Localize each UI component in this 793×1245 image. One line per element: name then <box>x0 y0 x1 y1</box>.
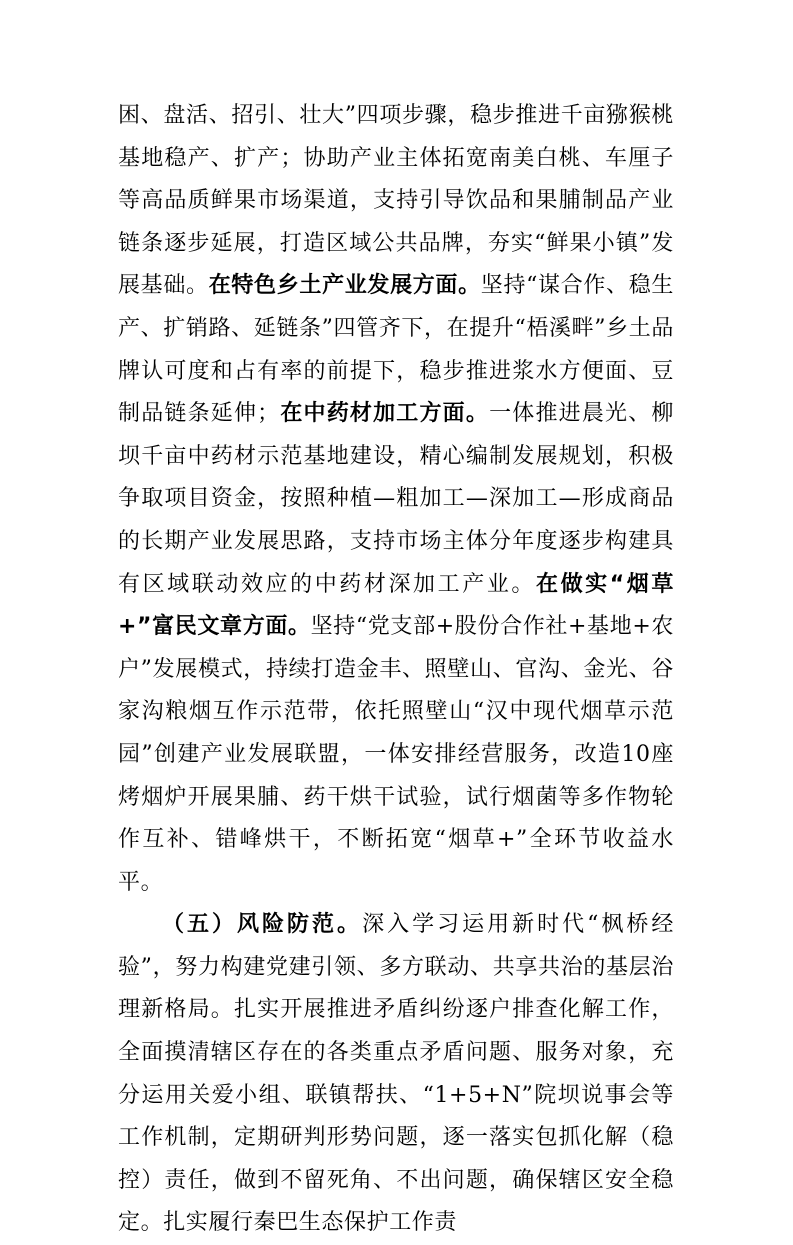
text-run: 一体推进晨光、柳坝千亩中药材示范基地建设，精心编制发展规划，积极争取项目资金，按照种植—粗加工—深加工—形成商品的长期产业发展思路，支持市场主体分年度逐步构建具有区域联动效应的中药材深加工产业。 <box>118 401 674 597</box>
paragraph-industry-development <box>118 95 674 904</box>
bold-subheading-local-industry: 在特色乡土产业发展方面。 <box>208 273 481 299</box>
text-run: 坚持“党支部+股份合作社+基地+农户”发展模式，持续打造金丰、照壁山、官沟、金光、谷家沟粮烟互作示范带，依托照壁山“汉中现代烟草示范园”创建产业发展联盟，一体安排经营服务，改造10座烤烟炉开展果脯、药干烘干试验，试行烟菌等多作物轮作互补、错峰烘干，不断拓宽“烟草+”全环节收益水平。 <box>118 614 675 895</box>
section-heading-risk-prevention: （五）风险防范。 <box>162 912 363 938</box>
bold-subheading-herbal-medicine: 在中药材加工方面。 <box>279 401 490 427</box>
text-run: 困、盘活、招引、壮大”四项步骤，稳步推进千亩猕猴桃基地稳产、扩产；协助产业主体拓宽南美白桃、车厘子等高品质鲜果市场渠道，支持引导饮品和果脯制品产业链条逐步延展，打造区域公共品牌，夯实“鲜果小镇”发展基础。 <box>118 103 674 299</box>
text-run: 深入学习运用新时代“枫桥经验”，努力构建党建引领、多方联动、共享共治的基层治理新格局。扎实开展推进矛盾纠纷逐户排查化解工作，全面摸清辖区存在的各类重点矛盾问题、服务对象，充分运用关爱小组、联镇帮扶、“1+5+N”院坝说事会等工作机制，定期研判形势问题，逐一落实包抓化解（稳控）责任，做到不留死角、不出问题，确保辖区安全稳定。扎实履行秦巴生态保护工作责 <box>118 912 674 1236</box>
paragraph-risk-prevention <box>118 904 674 1245</box>
text-run: 坚持“谋合作、稳生产、扩销路、延链条”四管齐下，在提升“梧溪畔”乡土品牌认可度和占有率的前提下，稳步推进浆水方便面、豆制品链条延伸； <box>118 273 675 427</box>
document-body <box>118 95 674 1245</box>
bold-subheading-tobacco: 在做实“烟草+”富民文章方面。 <box>118 571 674 640</box>
